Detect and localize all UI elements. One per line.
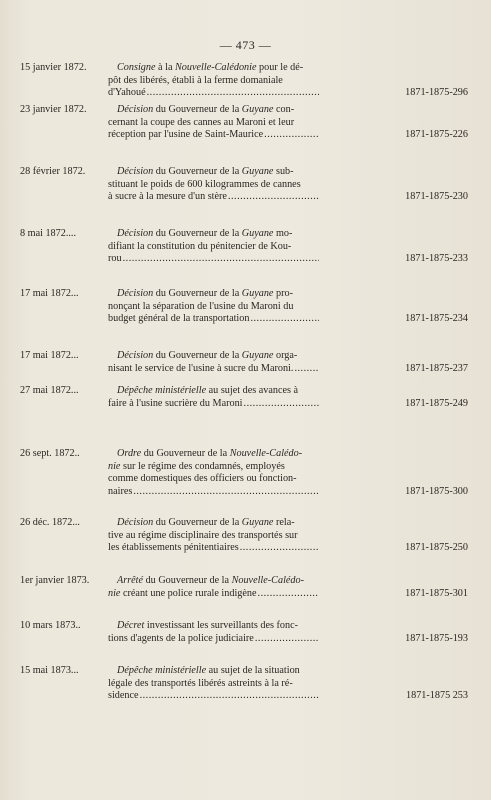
text-segment: sur le régime des condamnés, employés <box>120 460 285 472</box>
italic-text: Décision <box>117 288 154 299</box>
entry-line <box>108 104 320 117</box>
text-segment: du Gouverneur de la <box>153 517 242 528</box>
entry-date: 15 mai 1873... <box>20 665 79 676</box>
entry-line <box>108 87 320 100</box>
text-segment: réception par l'usine de Saint-Maurice <box>108 129 264 141</box>
italic-text: Décret <box>117 620 145 631</box>
entry-line <box>108 253 320 266</box>
entry-reference: 1871-1875-233 <box>405 253 468 265</box>
text-segment: à sucre à la mesure d'un stère <box>108 191 227 203</box>
text-segment: tions d'agents de la police judiciaire <box>108 632 254 644</box>
dot-leader <box>133 486 319 499</box>
entry-line <box>108 129 320 142</box>
italic-text: Arrêté <box>117 575 144 586</box>
entry-description <box>108 665 320 703</box>
text-segment: au sujet de la situation <box>206 665 300 676</box>
italic-text: Nouvelle-Calédo- <box>231 575 304 586</box>
entry-line <box>108 448 320 461</box>
text-segment: pour le dé- <box>256 62 304 73</box>
text-segment: comme domestiques des officiers ou fonction- <box>108 473 297 485</box>
dot-leader <box>147 87 319 100</box>
entry-line <box>108 363 320 376</box>
text-segment: du Gouverneur de la <box>153 104 242 115</box>
text-segment: au sujet des avances à <box>206 385 299 396</box>
entry-line <box>108 633 320 646</box>
dot-leader <box>123 253 319 266</box>
dot-leader <box>258 588 319 601</box>
entry-date: 8 mai 1872.... <box>20 228 77 239</box>
italic-text: Décision <box>117 517 154 528</box>
entry-description <box>108 288 320 326</box>
entry-description <box>108 620 320 645</box>
text-segment: mo- <box>273 228 293 239</box>
entry-line <box>108 665 320 678</box>
italic-text: Ordre <box>117 448 142 459</box>
entry-reference: 1871-1875-250 <box>405 542 468 554</box>
entry-description <box>108 104 320 142</box>
entry-description <box>108 517 320 555</box>
entry-description <box>108 448 320 498</box>
text-segment: naires <box>108 485 133 497</box>
entry-reference: 1871-1875-234 <box>405 313 468 325</box>
text-segment: d'Yahoué <box>108 87 146 99</box>
italic-text: Guyane <box>241 228 274 239</box>
entry-line <box>108 530 320 543</box>
text-segment: tive au régime disciplinaire des transportés sur <box>108 529 298 541</box>
dot-leader <box>240 542 319 555</box>
entry-date: 17 mai 1872... <box>20 288 79 299</box>
italic-text: Guyane <box>241 350 274 361</box>
entry-reference: 1871-1875-301 <box>405 587 468 599</box>
entry-reference: 1871-1875 253 <box>406 690 468 702</box>
text-segment: budget général de la transportation <box>108 313 250 325</box>
entry-reference: 1871-1875-300 <box>405 485 468 497</box>
entry-line <box>108 461 320 474</box>
entry-reference: 1871-1875-226 <box>405 129 468 141</box>
entry-line <box>108 241 320 254</box>
italic-text: Décision <box>117 350 154 361</box>
text-segment: con- <box>273 104 295 115</box>
italic-text: Dépêche ministérielle <box>117 385 207 396</box>
text-segment: rela- <box>273 517 295 528</box>
entry-description <box>108 62 320 100</box>
entry-date: 27 mai 1872... <box>20 385 79 396</box>
text-segment: du Gouverneur de la <box>141 448 230 459</box>
text-segment: les établissements pénitentiaires <box>108 542 239 554</box>
dot-leader <box>264 129 319 142</box>
entry-line <box>108 690 320 703</box>
entry-line <box>108 678 320 691</box>
entry-date: 26 déc. 1872... <box>20 517 80 528</box>
dot-leader <box>250 313 319 326</box>
text-segment: à la <box>155 62 176 73</box>
dot-leader <box>228 191 319 204</box>
entry-line <box>108 588 320 601</box>
text-segment: pro- <box>273 288 293 299</box>
entry-reference: 1871-1875-230 <box>405 191 468 203</box>
italic-text: Décision <box>117 228 154 239</box>
entry-line <box>108 62 320 75</box>
italic-text: Guyane <box>241 104 274 115</box>
entry-line <box>108 166 320 179</box>
text-segment: créant une police rurale indigène <box>120 587 257 599</box>
italic-text: Guyane <box>241 288 274 299</box>
text-segment: orga- <box>273 350 298 361</box>
entry-line <box>108 385 320 398</box>
entry-line <box>108 313 320 326</box>
entry-line <box>108 486 320 499</box>
entry-line <box>108 191 320 204</box>
entry-description <box>108 228 320 266</box>
entry-line <box>108 228 320 241</box>
italic-text: Nouvelle-Calédo- <box>229 448 303 459</box>
dot-leader <box>140 690 319 703</box>
entry-line <box>108 117 320 130</box>
text-segment: nisant le service de l'usine à sucre du Maroni. <box>108 362 294 374</box>
dot-leader <box>294 363 319 376</box>
entry-date: 26 sept. 1872.. <box>20 448 80 459</box>
italic-text: Guyane <box>241 517 274 528</box>
text-segment: du Gouverneur de la <box>153 288 242 299</box>
entry-date: 23 janvier 1872. <box>20 104 87 115</box>
text-segment: légale des transportés libérés astreints à la ré- <box>108 677 293 689</box>
text-segment: faire à l'usine sucrière du Maroni <box>108 397 243 409</box>
dot-leader <box>244 398 319 411</box>
entry-line <box>108 179 320 192</box>
entry-line <box>108 350 320 363</box>
italic-text: Consigne <box>117 62 156 73</box>
entry-date: 17 mai 1872... <box>20 350 79 361</box>
entry-reference: 1871-1875-237 <box>405 362 468 374</box>
page-number: — 473 — <box>219 38 272 52</box>
text-segment: du Gouverneur de la <box>153 350 242 361</box>
entry-description <box>108 350 320 375</box>
entry-line <box>108 398 320 411</box>
entry-line <box>108 575 320 588</box>
text-segment: sidence <box>108 690 139 702</box>
entry-description <box>108 385 320 410</box>
text-segment: du Gouverneur de la <box>143 575 232 586</box>
text-segment: rou <box>108 253 122 265</box>
entry-reference: 1871-1875-296 <box>405 87 468 99</box>
entry-reference: 1871-1875-193 <box>405 632 468 644</box>
text-segment: du Gouverneur de la <box>153 228 242 239</box>
entry-date: 28 février 1872. <box>20 166 86 177</box>
italic-text: Décision <box>117 104 154 115</box>
text-segment: cernant la coupe des cannes au Maroni et leur <box>108 116 295 128</box>
text-segment: du Gouverneur de la <box>153 166 242 177</box>
italic-text: nie <box>108 587 121 599</box>
entry-description <box>108 166 320 204</box>
text-segment: difiant la constitution du pénitencier de Kou- <box>108 240 292 252</box>
italic-text: Nouvelle-Calédonie <box>175 62 257 73</box>
entry-line <box>108 517 320 530</box>
dot-leader <box>255 633 319 646</box>
entry-line <box>108 288 320 301</box>
entry-date: 1er janvier 1873. <box>20 575 90 586</box>
entry-description <box>108 575 320 600</box>
italic-text: Décision <box>117 166 154 177</box>
text-segment: sub- <box>273 166 294 177</box>
italic-text: Guyane <box>241 166 274 177</box>
text-segment: pôt des libérés, établi à la ferme domaniale <box>108 74 283 86</box>
entry-line <box>108 542 320 555</box>
entry-line <box>108 620 320 633</box>
entry-line <box>108 301 320 314</box>
italic-text: nie <box>108 460 121 472</box>
italic-text: Dépêche ministérielle <box>117 665 207 676</box>
entry-line <box>108 75 320 88</box>
entry-line <box>108 473 320 486</box>
text-segment: nonçant la séparation de l'usine du Maroni du <box>108 300 294 312</box>
text-segment: investissant les surveillants des fonc- <box>144 620 298 631</box>
entry-reference: 1871-1875-249 <box>405 397 468 409</box>
entry-date: 10 mars 1873.. <box>20 620 81 631</box>
text-segment: stituant le poids de 600 kilogrammes de cannes <box>108 178 301 190</box>
entry-date: 15 janvier 1872. <box>20 62 87 73</box>
